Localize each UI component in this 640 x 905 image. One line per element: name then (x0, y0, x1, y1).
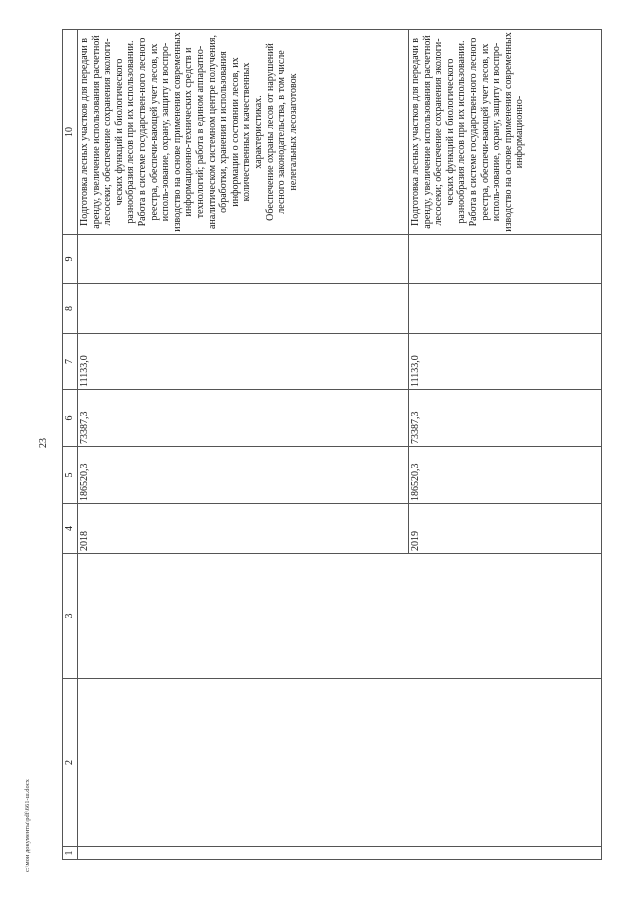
rotated-table-wrapper (62, 30, 602, 860)
description-paragraph: Работа в системе государствен-ного лесного реестра, обеспечи-вающей учет лесов, их исполь-зование, охрану, защиту и воспро-изводство на основе применения современных информационно- (467, 32, 526, 232)
cell-col5: 186520,3 (409, 447, 602, 504)
col-header: 1 (63, 847, 78, 860)
col-header: 10 (63, 30, 78, 235)
cell-col5: 186520,3 (78, 447, 409, 504)
cell-col6: 73387,3 (78, 390, 409, 447)
cell-col7: 11133,0 (78, 334, 409, 390)
col-header: 9 (63, 235, 78, 284)
description-paragraph: Работа в системе государствен-ного лесного реестра, обеспечи-вающей учет лесов, их исполь-зование, охрану, защиту и воспро-изводство на основе применения современных информационно-технических средств и технологий; работа в едином аппаратно-аналитическом системном центре получения, обработки, хранения и использования информации о состоянии лесов, их количественных и качественных характеристиках. (136, 32, 264, 232)
col-header: 5 (63, 447, 78, 504)
header-row (63, 30, 78, 860)
cell-year: 2018 (78, 504, 409, 554)
col-header: 2 (63, 679, 78, 847)
cell-col9 (78, 235, 409, 284)
col-header: 4 (63, 504, 78, 554)
cell-col2 (78, 679, 602, 847)
cell-col6: 73387,3 (409, 390, 602, 447)
cell-description (78, 30, 409, 235)
cell-col3 (78, 554, 602, 679)
col-header: 6 (63, 390, 78, 447)
description-paragraph: Обеспечение охраны лесов от нарушений лесного законодательства, в том числе нелегальных лесозаготовок (264, 43, 299, 221)
cell-col1 (78, 847, 602, 860)
cell-col8 (78, 284, 409, 334)
table-row (78, 30, 409, 860)
description-paragraph: Подготовка лесных участков для передачи в аренду, увеличение использования расчетной лесосеки; обеспечение сохранения экологи-ческих функций и биологического разнообразия лесов при их использовании. (410, 35, 468, 229)
data-table (62, 29, 602, 860)
col-header: 7 (63, 334, 78, 390)
cell-col9 (409, 235, 602, 284)
cell-year: 2019 (409, 504, 602, 554)
cell-description (409, 30, 602, 235)
cell-col8 (409, 284, 602, 334)
description-paragraph: Подготовка лесных участков для передачи в аренду, увеличение использования расчетной лесосеки; обеспечение сохранения экологи-ческих функций и биологического разнообразия лесов при их использовании. (79, 35, 137, 229)
col-header: 8 (63, 284, 78, 334)
page-number: 23 (38, 438, 49, 448)
footer-file-path: c:\мои документы\pdf\661-ш.docx (24, 779, 31, 872)
col-header: 3 (63, 554, 78, 679)
cell-col7: 11133,0 (409, 334, 602, 390)
